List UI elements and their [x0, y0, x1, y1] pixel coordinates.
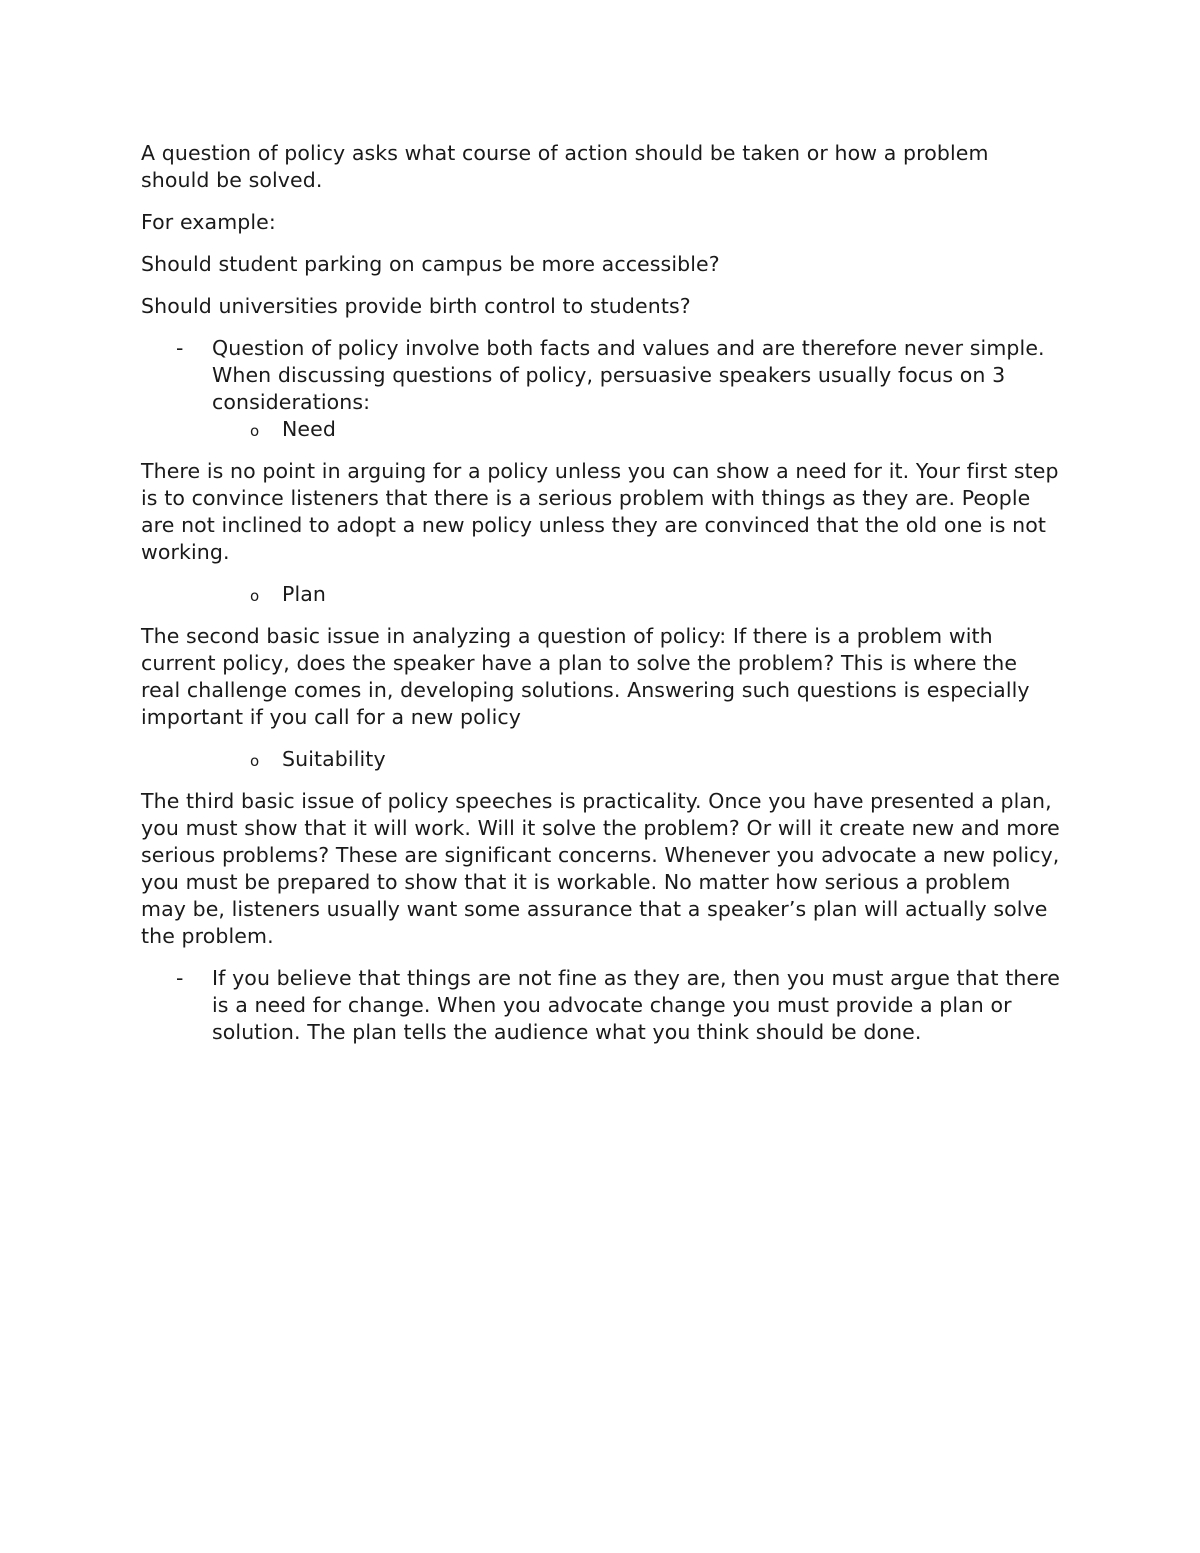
circle-bullet-icon: o: [250, 422, 260, 440]
sub-list-item-plan: [141, 581, 1061, 608]
dash-item-text: If you believe that things are not fine as they are, then you must argue that there is a need for change. When you advocate change you must provide a plan or solution. The plan tells the audience what you think should be done.: [212, 966, 1060, 1044]
sub-item-label: Plan: [282, 582, 327, 606]
circle-bullet-icon: o: [250, 587, 260, 605]
circle-bullet-icon: o: [250, 752, 260, 770]
example-question-2: Should universities provide birth control to students?: [141, 294, 691, 318]
plan-paragraph: The second basic issue in analyzing a question of policy: If there is a problem with current policy, does the speaker have a plan to solve the problem? This is where the real challenge comes in, developing solutions. Answering such questions is especially important if you call for a new policy: [141, 624, 1030, 729]
example-question-1: Should student parking on campus be more accessible?: [141, 252, 720, 276]
dash-item-text: Question of policy involve both facts and values and are therefore never simple. When discussing questions of policy, persuasive speakers usually focus on 3 considerations:: [212, 336, 1045, 414]
suitability-paragraph: The third basic issue of policy speeches is practicality. Once you have presented a plan, you must show that it will work. Will it solve the problem? Or will it create new and more serious problems? These are significant concerns. Whenever you advocate a new policy, you must be prepared to show that it is workable. No matter how serious a problem may be, listeners usually want some assurance that a speaker’s plan will actually solve the problem.: [141, 789, 1060, 948]
dash-list-item-considerations: [141, 335, 1061, 416]
dash-list-item-change: [141, 965, 1061, 1046]
document-body: [141, 140, 1061, 1046]
dash-marker: -: [176, 966, 184, 990]
dash-marker: -: [176, 336, 184, 360]
sub-item-label: Suitability: [282, 747, 386, 771]
need-paragraph: There is no point in arguing for a policy unless you can show a need for it. Your first step is to convince listeners that there is a serious problem with things as they are. People are not inclined to adopt a new policy unless they are convinced that the old one is not working.: [141, 459, 1059, 564]
sub-list-item-suitability: [141, 746, 1061, 773]
sub-item-label: Need: [282, 417, 336, 441]
for-example-label: For example:: [141, 210, 276, 234]
intro-paragraph: A question of policy asks what course of action should be taken or how a problem should be solved.: [141, 141, 989, 192]
sub-list-item-need: [141, 416, 1061, 443]
